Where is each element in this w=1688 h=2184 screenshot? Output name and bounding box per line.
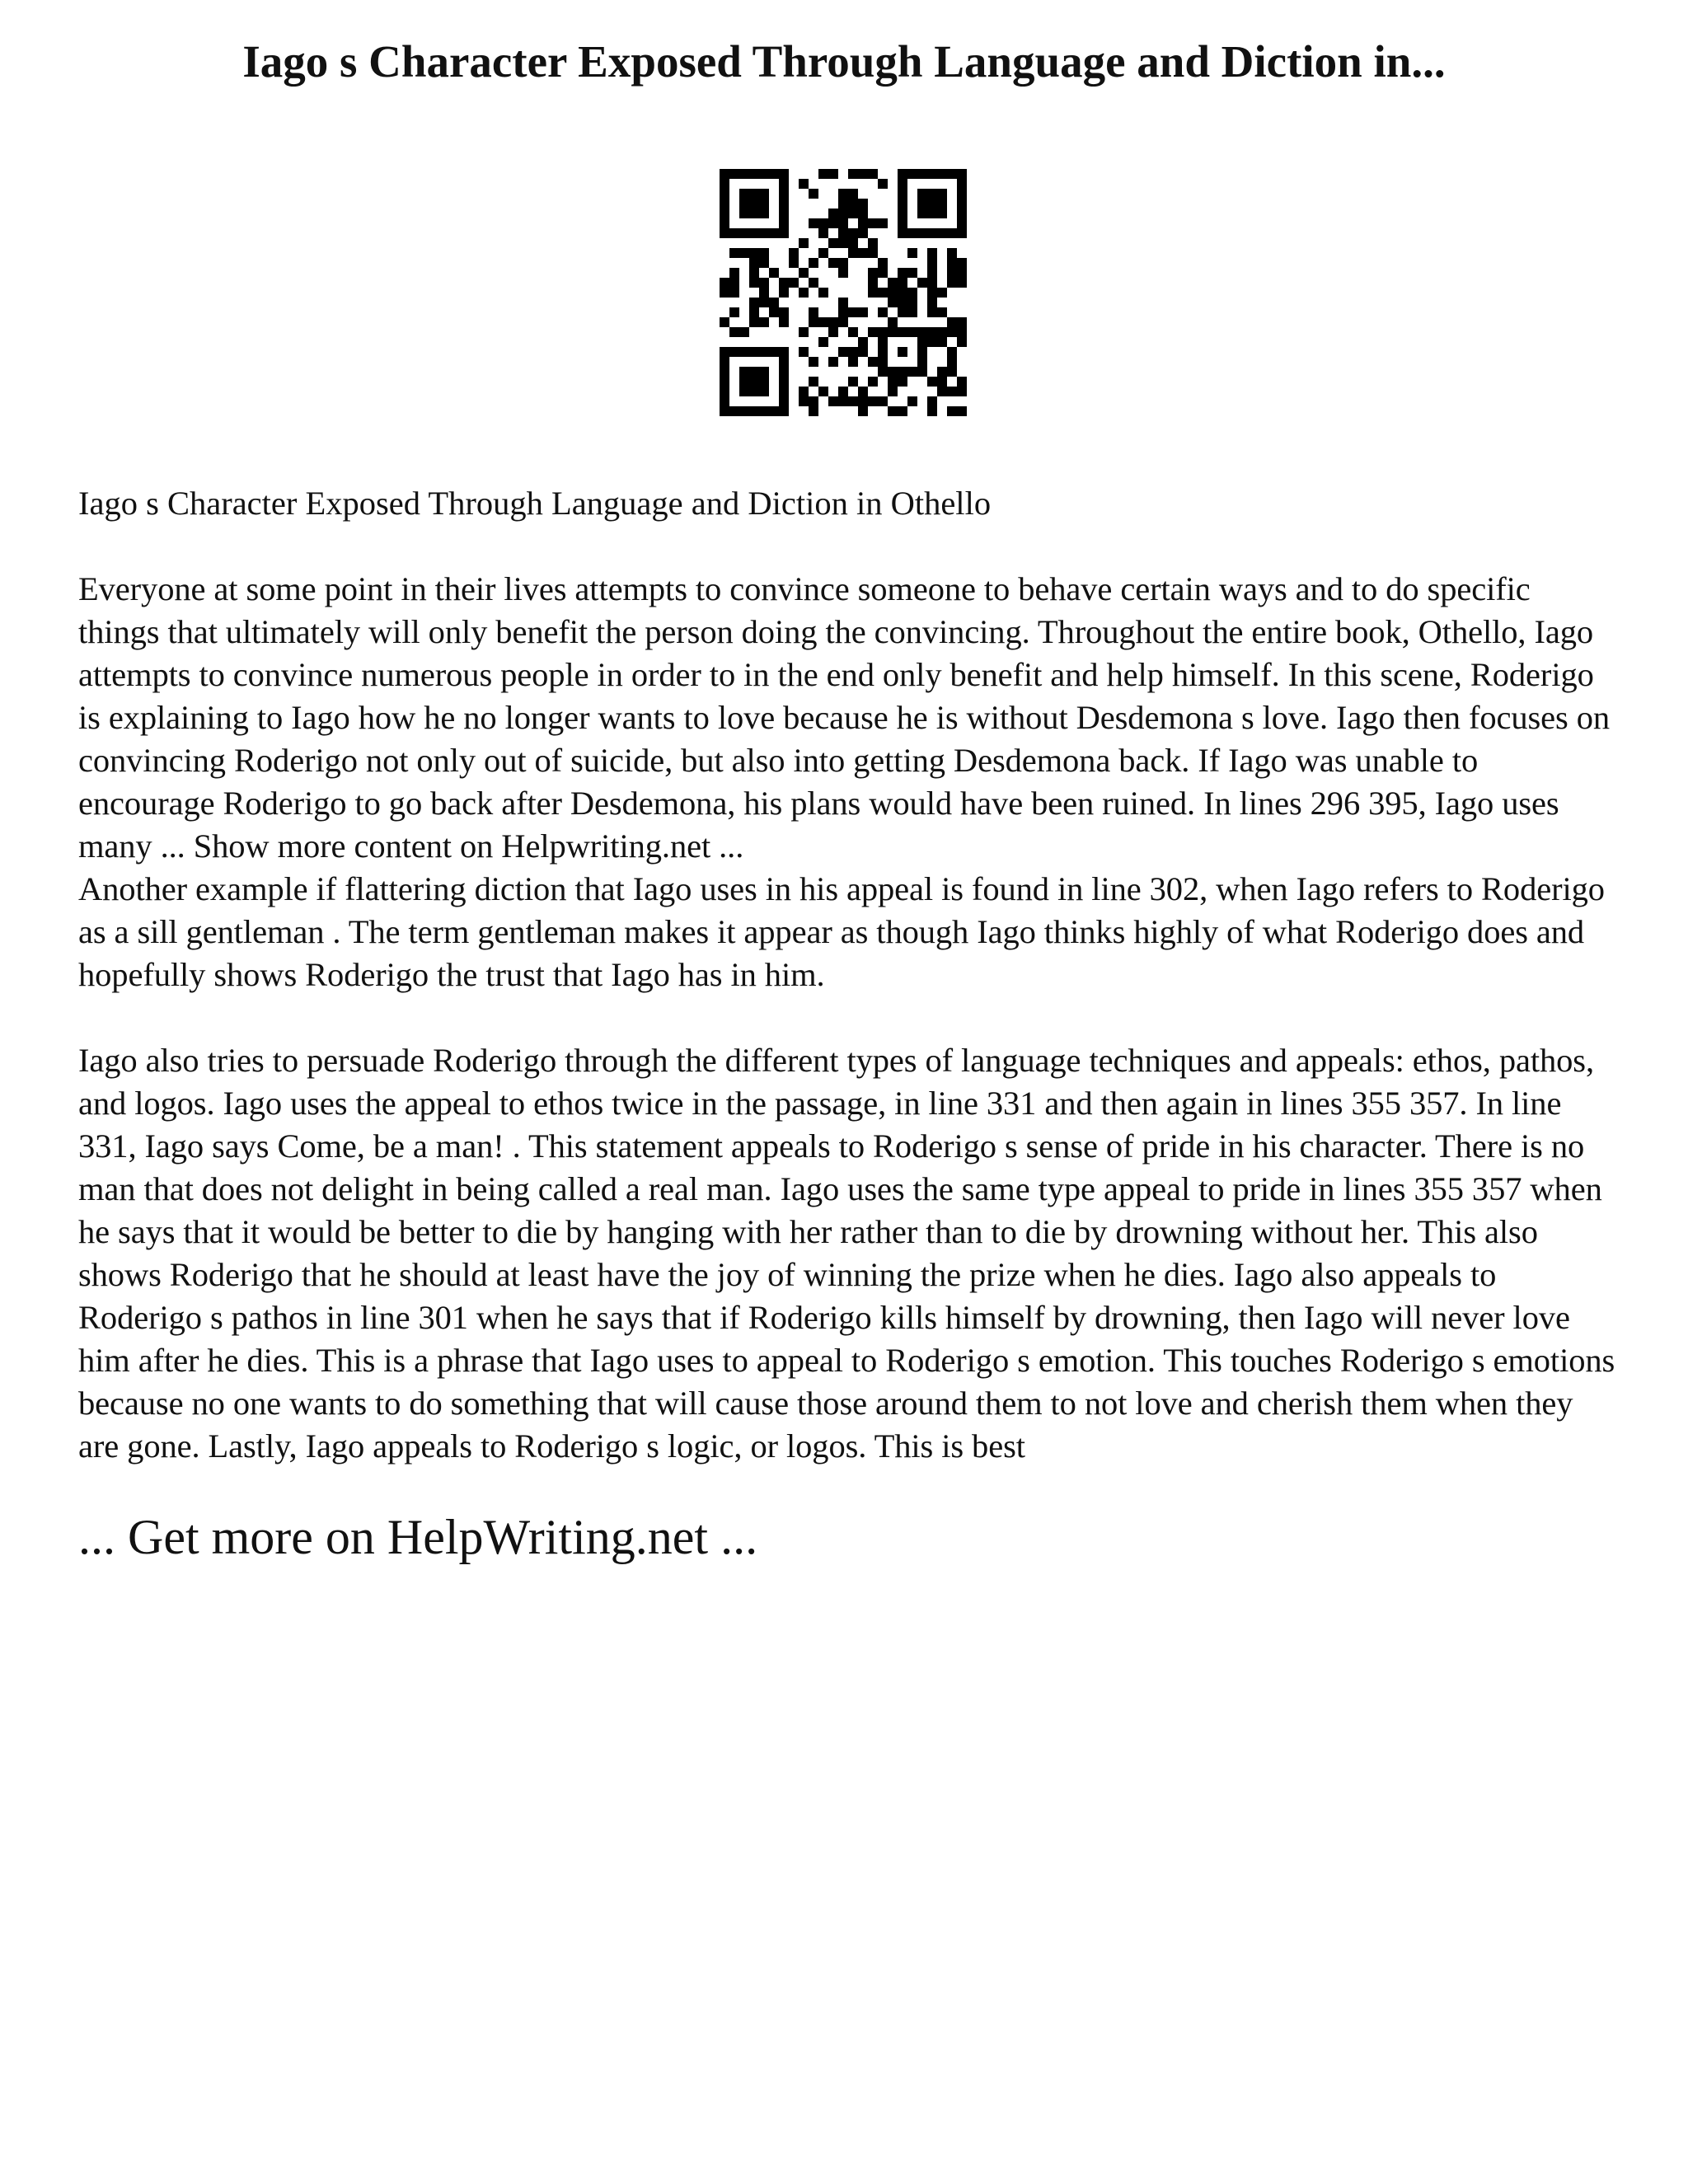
document-title: Iago s Character Exposed Through Language and Diction in... <box>242 36 1446 87</box>
document-subtitle: Iago s Character Exposed Through Language and Diction in Othello <box>78 485 992 522</box>
get-more-link[interactable]: ... Get more on HelpWriting.net ... <box>78 1510 758 1564</box>
paragraph-appeals: Iago also tries to persuade Roderigo through the different types of language techniques and appeals: ethos, pathos, and logos. Iago uses the appeal to ethos twice in the passage, in line 331 and then again in lines 355 357. In line 331, Iago says Come, be a man! . This statement appeals to Roderigo s sense of pride in his character. There is no man that does not delight in being called a real man. Iago uses the same type appeal to pride in lines 355 357 when he says that it would be better to die by hanging with her rather than to die by drowning without her. This also shows Roderigo that he should at least have the joy of winning the prize when he dies. Iago also appeals to Roderigo s pathos in line 301 when he says that if Roderigo kills himself by drowning, then Iago will never love him after he dies. This is a phrase that Iago uses to appeal to Roderigo s emotion. This touches Roderigo s emotions because no one wants to do something that will cause those around them to not love and cherish them when they are gone. Lastly, Iago appeals to Roderigo s logic, or logos. This is best <box>78 1042 1615 1465</box>
paragraph-intro: Everyone at some point in their lives attempts to convince someone to behave certain ways and to do specific things that ultimately will only benefit the person doing the convincing. Throughout the entire book, Othello, Iago attempts to convince numerous people in order to in the end only benefit and help himself. In this scene, Roderigo is explaining to Iago how he no longer wants to love because he is without Desdemona s love. Iago then focuses on convincing Roderigo not only out of suicide, but also into getting Desdemona back. If Iago was unable to encourage Roderigo to go back after Desdemona, his plans would have been ruined. In lines 296 395, Iago uses many ... Show more content on Helpwriting.net ... <box>78 570 1611 865</box>
document-body <box>78 482 1620 1567</box>
qr-code <box>720 169 967 416</box>
paragraph-flattering-diction: Another example if flattering diction that Iago uses in his appeal is found in line 302, when Iago refers to Roderigo as a sill gentleman . The term gentleman makes it appear as though Iago thinks highly of what Roderigo does and hopefully shows Roderigo the trust that Iago has in him. <box>78 870 1605 993</box>
qr-code-image <box>720 169 967 416</box>
